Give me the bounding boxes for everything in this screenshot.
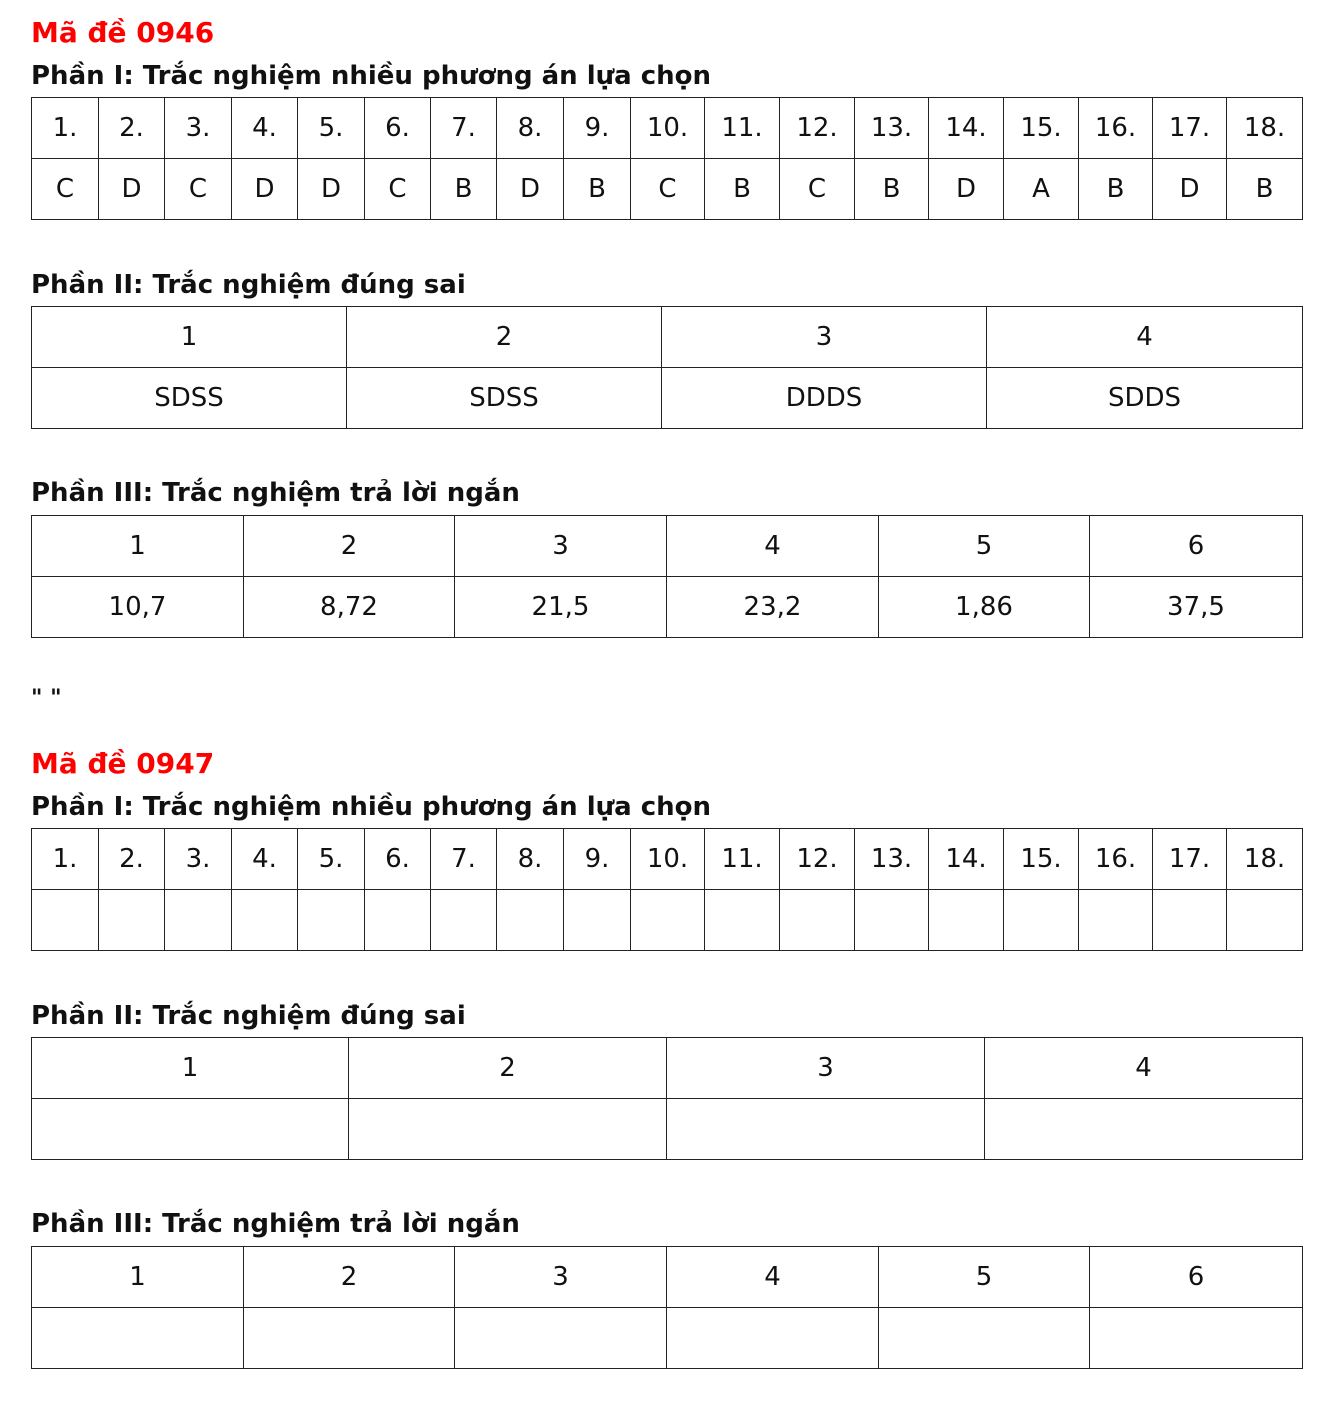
question-number: 17.: [1153, 98, 1227, 159]
answer-cell: [365, 890, 431, 951]
answer-cell: [349, 1099, 667, 1160]
question-number: 14.: [929, 829, 1004, 890]
answer-cell: [455, 1308, 667, 1369]
answer-cell: D: [1153, 159, 1227, 220]
question-number: 15.: [1004, 829, 1079, 890]
question-number: 12.: [780, 829, 855, 890]
question-number: 4: [985, 1038, 1303, 1099]
question-number: 18.: [1227, 98, 1303, 159]
answer-cell: [1227, 890, 1303, 951]
answer-cell: [32, 1308, 244, 1369]
answer-cell: SDDS: [987, 368, 1303, 429]
part2-title: Phần II: Trắc nghiệm đúng sai: [31, 1001, 466, 1031]
question-number: 8.: [497, 98, 564, 159]
question-number: 6: [1090, 516, 1303, 577]
answer-cell: A: [1004, 159, 1079, 220]
question-number: 2.: [99, 829, 165, 890]
question-number: 16.: [1079, 829, 1153, 890]
question-number: 10.: [631, 98, 705, 159]
answer-cell: C: [32, 159, 99, 220]
answer-cell: C: [165, 159, 232, 220]
answer-cell: 37,5: [1090, 577, 1303, 638]
question-number: 1: [32, 516, 244, 577]
part3-title: Phần III: Trắc nghiệm trả lời ngắn: [31, 1209, 520, 1239]
question-number: 3.: [165, 829, 232, 890]
answer-cell: [165, 890, 232, 951]
question-number: 8.: [497, 829, 564, 890]
question-number: 9.: [564, 98, 631, 159]
separator-quotes: " ": [31, 686, 62, 711]
question-number: 11.: [705, 829, 780, 890]
answer-cell: [667, 1308, 879, 1369]
answer-cell: 21,5: [455, 577, 667, 638]
exam-code-title: Mã đề 0947: [31, 747, 215, 780]
part1-table: [31, 828, 1303, 951]
question-number: 2: [349, 1038, 667, 1099]
question-number: 3: [455, 516, 667, 577]
question-number: 2: [244, 1247, 455, 1308]
part3-answer-row: [32, 1308, 1303, 1369]
answer-cell: B: [431, 159, 497, 220]
question-number: 5: [879, 516, 1090, 577]
answer-cell: [298, 890, 365, 951]
exam-code-title: Mã đề 0946: [31, 16, 215, 49]
answer-cell: B: [564, 159, 631, 220]
part2-answer-row: [32, 368, 1303, 429]
answer-cell: C: [631, 159, 705, 220]
part1-header-row: [32, 98, 1303, 159]
answer-cell: D: [298, 159, 365, 220]
question-number: 3: [455, 1247, 667, 1308]
part2-table: [31, 1037, 1303, 1160]
question-number: 11.: [705, 98, 780, 159]
question-number: 5.: [298, 829, 365, 890]
answer-cell: [929, 890, 1004, 951]
answer-cell: [99, 890, 165, 951]
answer-cell: SDSS: [32, 368, 347, 429]
part3-title: Phần III: Trắc nghiệm trả lời ngắn: [31, 478, 520, 508]
answer-cell: B: [1079, 159, 1153, 220]
part2-answer-row: [32, 1099, 1303, 1160]
answer-cell: 23,2: [667, 577, 879, 638]
question-number: 6.: [365, 829, 431, 890]
answer-cell: [1090, 1308, 1303, 1369]
question-number: 3.: [165, 98, 232, 159]
answer-cell: [985, 1099, 1303, 1160]
answer-cell: 10,7: [32, 577, 244, 638]
answer-cell: [667, 1099, 985, 1160]
answer-cell: [431, 890, 497, 951]
part2-header-row: [32, 307, 1303, 368]
answer-cell: [32, 1099, 349, 1160]
answer-cell: [631, 890, 705, 951]
question-number: 18.: [1227, 829, 1303, 890]
answer-cell: B: [705, 159, 780, 220]
question-number: 12.: [780, 98, 855, 159]
part3-answer-row: [32, 577, 1303, 638]
question-number: 1.: [32, 829, 99, 890]
question-number: 17.: [1153, 829, 1227, 890]
question-number: 1: [32, 307, 347, 368]
answer-cell: [232, 890, 298, 951]
question-number: 16.: [1079, 98, 1153, 159]
question-number: 5.: [298, 98, 365, 159]
part1-title: Phần I: Trắc nghiệm nhiều phương án lựa chọn: [31, 61, 712, 91]
answer-cell: B: [855, 159, 929, 220]
question-number: 14.: [929, 98, 1004, 159]
question-number: 15.: [1004, 98, 1079, 159]
part1-title: Phần I: Trắc nghiệm nhiều phương án lựa chọn: [31, 792, 712, 822]
question-number: 5: [879, 1247, 1090, 1308]
answer-cell: B: [1227, 159, 1303, 220]
part3-table: [31, 1246, 1303, 1369]
question-number: 2: [244, 516, 455, 577]
part3-header-row: [32, 1247, 1303, 1308]
answer-cell: C: [365, 159, 431, 220]
question-number: 13.: [855, 829, 929, 890]
question-number: 7.: [431, 829, 497, 890]
answer-cell: 1,86: [879, 577, 1090, 638]
answer-cell: [855, 890, 929, 951]
answer-cell: D: [497, 159, 564, 220]
answer-cell: 8,72: [244, 577, 455, 638]
answer-cell: [244, 1308, 455, 1369]
answer-cell: [1153, 890, 1227, 951]
question-number: 1: [32, 1038, 349, 1099]
part2-table: [31, 306, 1303, 429]
question-number: 10.: [631, 829, 705, 890]
question-number: 4: [987, 307, 1303, 368]
question-number: 1: [32, 1247, 244, 1308]
question-number: 7.: [431, 98, 497, 159]
answer-cell: SDSS: [347, 368, 662, 429]
part1-answer-row: [32, 159, 1303, 220]
answer-cell: [879, 1308, 1090, 1369]
answer-cell: [1004, 890, 1079, 951]
part1-header-row: [32, 829, 1303, 890]
part1-answer-row: [32, 890, 1303, 951]
part2-header-row: [32, 1038, 1303, 1099]
part1-table: [31, 97, 1303, 220]
question-number: 1.: [32, 98, 99, 159]
answer-cell: [497, 890, 564, 951]
answer-cell: DDDS: [662, 368, 987, 429]
question-number: 3: [662, 307, 987, 368]
question-number: 6.: [365, 98, 431, 159]
question-number: 4.: [232, 98, 298, 159]
answer-cell: [32, 890, 99, 951]
question-number: 2: [347, 307, 662, 368]
question-number: 13.: [855, 98, 929, 159]
answer-cell: [1079, 890, 1153, 951]
question-number: 4: [667, 516, 879, 577]
answer-cell: [780, 890, 855, 951]
question-number: 4.: [232, 829, 298, 890]
answer-cell: C: [780, 159, 855, 220]
answer-cell: D: [99, 159, 165, 220]
question-number: 2.: [99, 98, 165, 159]
part3-header-row: [32, 516, 1303, 577]
part2-title: Phần II: Trắc nghiệm đúng sai: [31, 270, 466, 300]
answer-cell: D: [232, 159, 298, 220]
part3-table: [31, 515, 1303, 638]
question-number: 9.: [564, 829, 631, 890]
question-number: 4: [667, 1247, 879, 1308]
answer-cell: [564, 890, 631, 951]
question-number: 6: [1090, 1247, 1303, 1308]
answer-cell: D: [929, 159, 1004, 220]
answer-cell: [705, 890, 780, 951]
question-number: 3: [667, 1038, 985, 1099]
